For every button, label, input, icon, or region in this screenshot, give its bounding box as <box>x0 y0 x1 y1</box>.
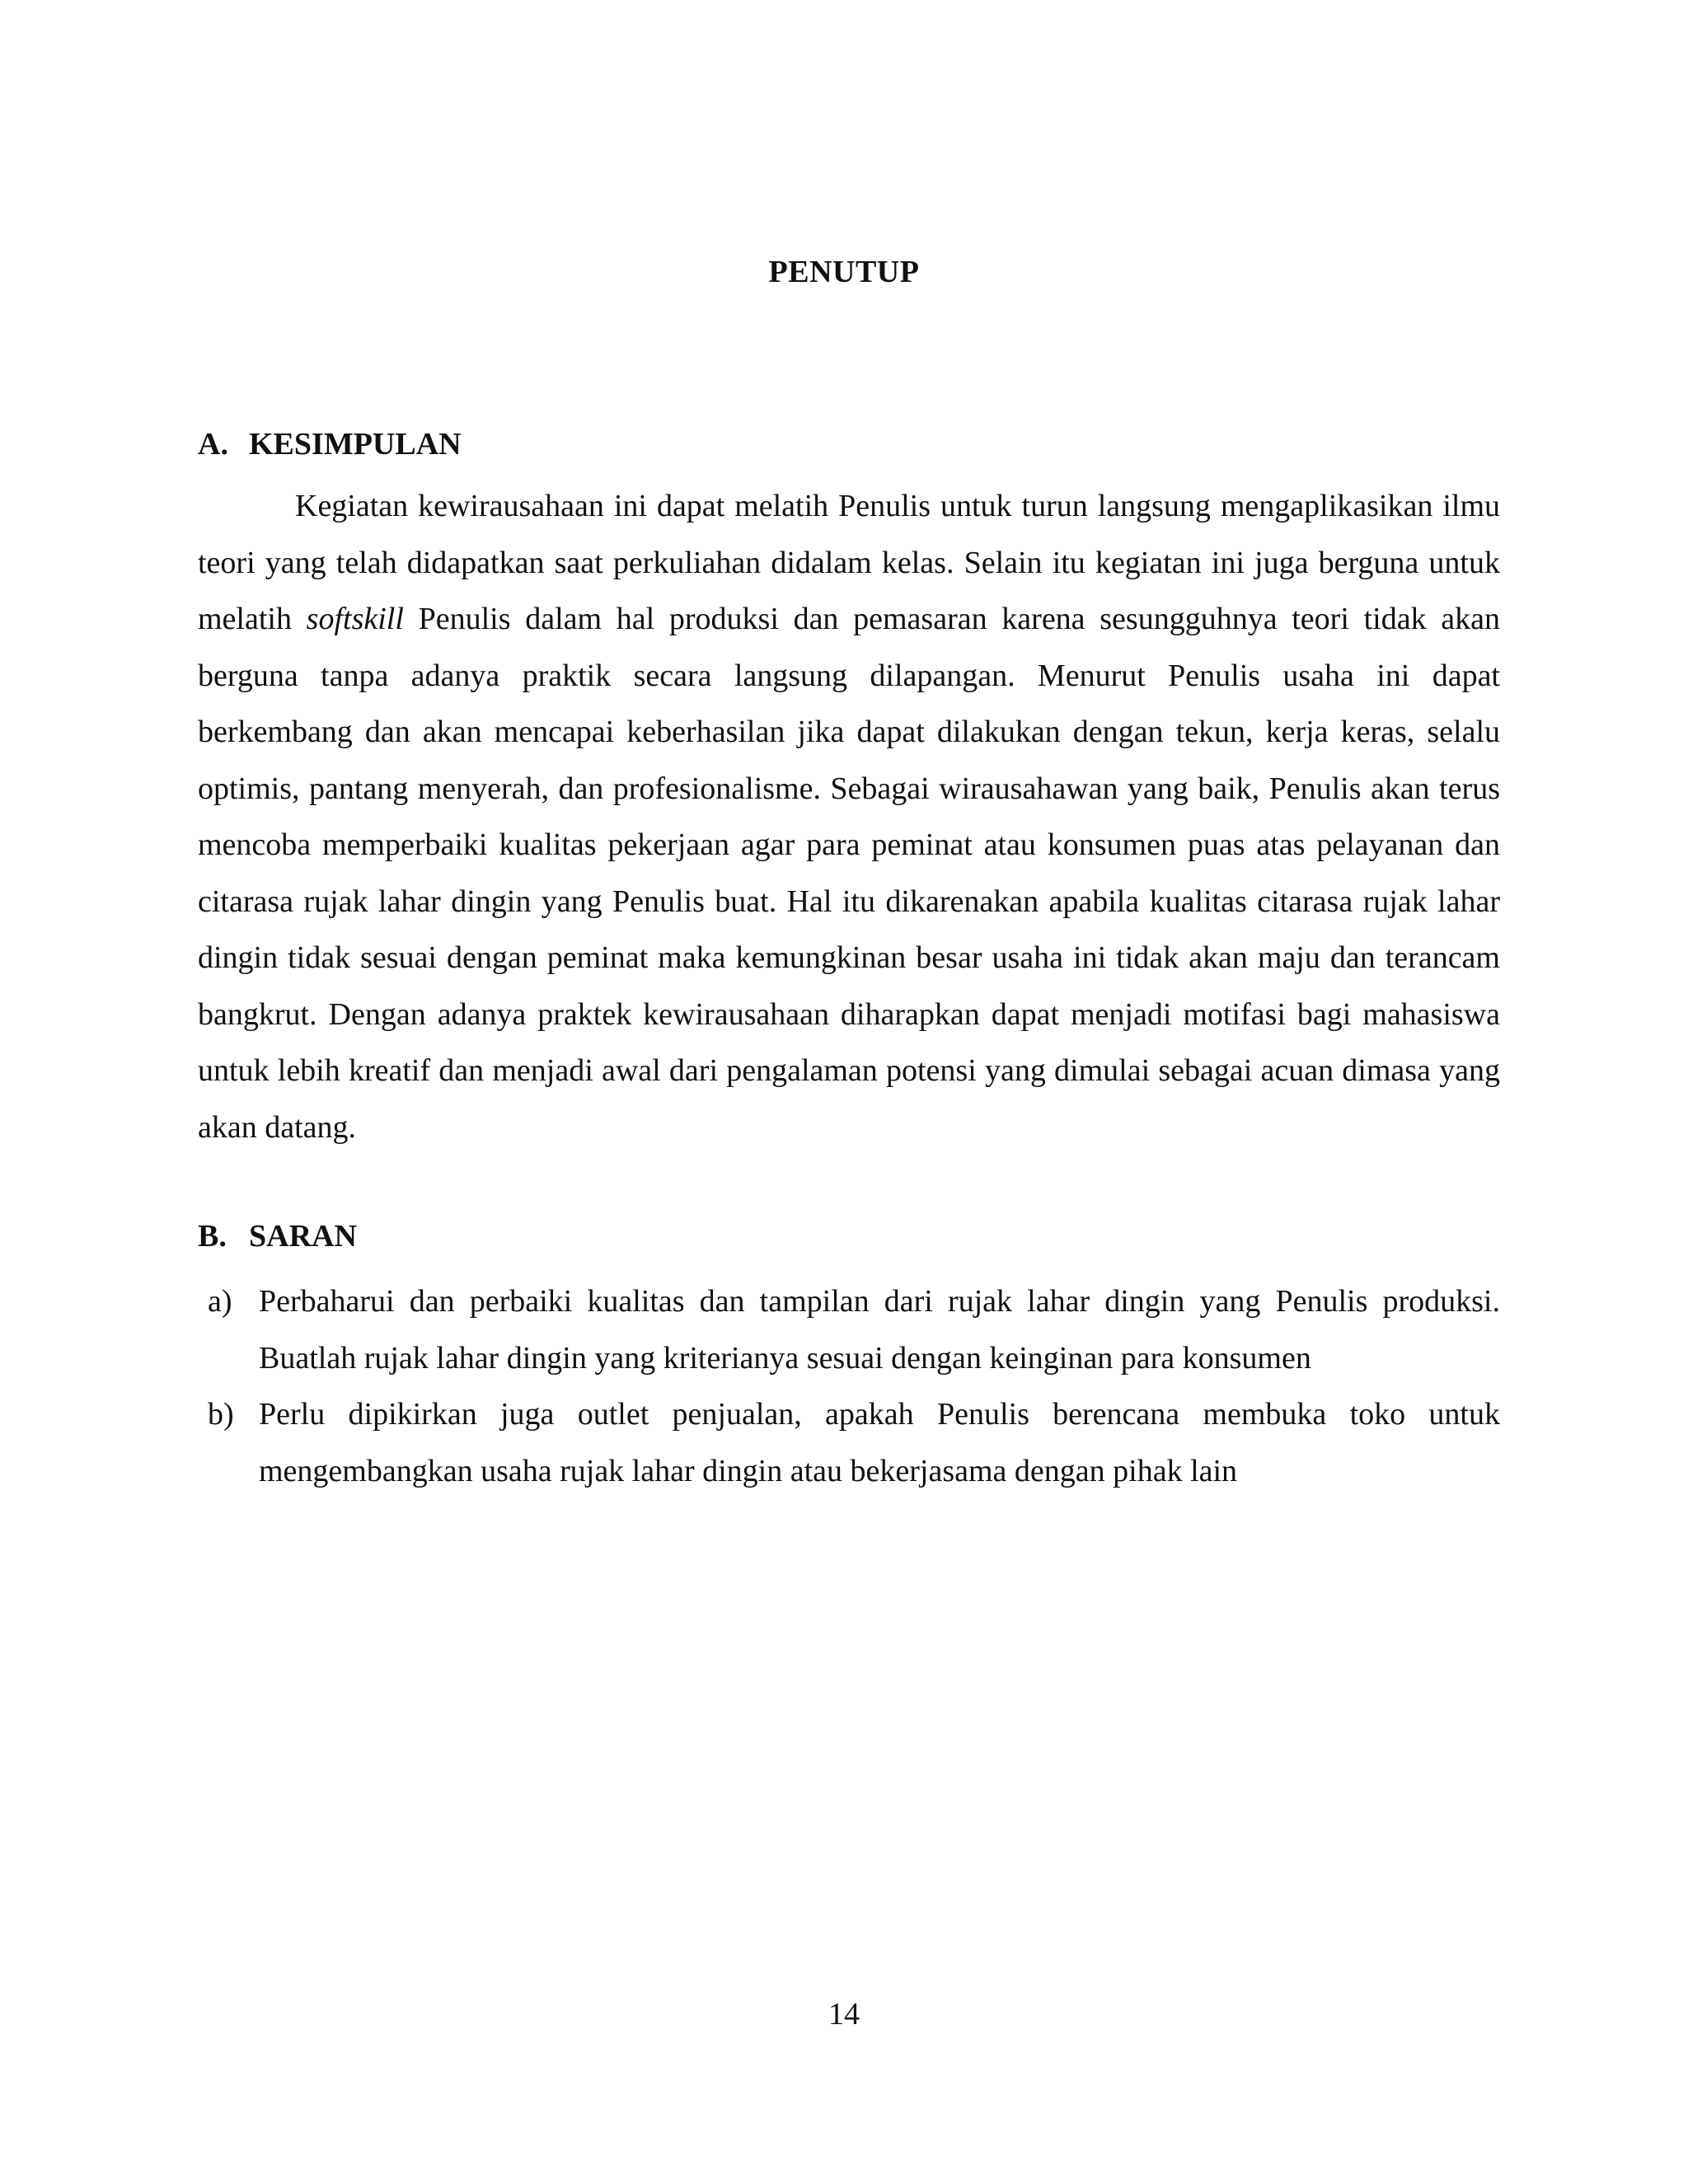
list-item-text: Perbaharui dan perbaiki kualitas dan tampilan dari rujak lahar dingin yang Penulis produksi. Buatlah rujak lahar dingin yang kriterianya sesuai dengan keinginan para konsumen <box>259 1284 1500 1376</box>
section-number: A. <box>198 427 228 462</box>
list-marker: a) <box>208 1284 232 1319</box>
section-heading-saran <box>198 1218 357 1254</box>
page-title: PENUTUP <box>768 255 920 289</box>
list-marker: b) <box>208 1397 234 1432</box>
paragraph-text: Kegiatan kewirausahaan ini dapat melatih Penulis untuk turun langsung mengaplikasikan ilmu teori yang telah didapatkan saat perkuliahan didalam kelas. Selain itu kegiatan ini juga berguna untuk melatih <box>198 489 1500 636</box>
conclusion-paragraph <box>198 478 1500 1155</box>
list-item-text: Perlu dipikirkan juga outlet penjualan, apakah Penulis berencana membuka toko untuk mengembangkan usaha rujak lahar dingin atau bekerjasama dengan pihak lain <box>259 1397 1500 1488</box>
list-item <box>198 1273 1500 1386</box>
section-heading-kesimpulan <box>198 426 462 462</box>
page-number: 14 <box>828 1997 860 2032</box>
section-number: B. <box>198 1219 227 1254</box>
section-title: KESIMPULAN <box>249 427 462 462</box>
section-title: SARAN <box>249 1219 357 1254</box>
italic-term: softskill <box>306 602 404 636</box>
paragraph-text: Penulis dalam hal produksi dan pemasaran karena sesungguhnya teori tidak akan berguna tanpa adanya praktik secara langsung dilapangan. Menurut Penulis usaha ini dapat berkembang dan akan mencapai keberhasilan jika dapat dilakukan dengan tekun, kerja keras, selalu optimis, pantang menyerah, dan profesionalisme. Sebagai wirausahawan yang baik, Penulis akan terus mencoba memperbaiki kualitas pekerjaan agar para peminat atau konsumen puas atas pelayanan dan citarasa rujak lahar dingin yang Penulis buat. Hal itu dikarenakan apabila kualitas citarasa rujak lahar dingin tidak sesuai dengan peminat maka kemungkinan besar usaha ini tidak akan maju dan terancam bangkrut. Dengan adanya praktek kewirausahaan diharapkan dapat menjadi motifasi bagi mahasiswa untuk lebih kreatif dan menjadi awal dari pengalaman potensi yang dimulai sebagai acuan dimasa yang akan datang. <box>198 602 1501 1145</box>
list-item <box>198 1386 1500 1499</box>
suggestion-list <box>198 1273 1500 1499</box>
